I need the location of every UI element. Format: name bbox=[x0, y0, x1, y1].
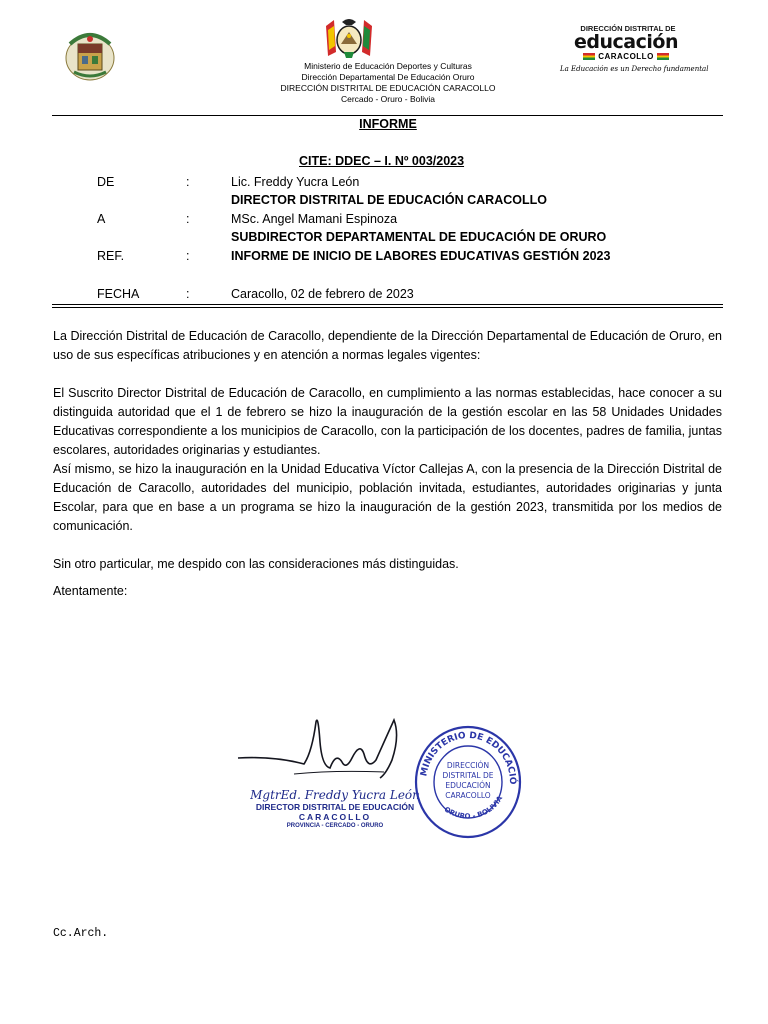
svg-text:MINISTERIO DE EDUCACIÓN: MINISTERIO DE EDUCACIÓ bbox=[419, 730, 518, 785]
field-label: REF. bbox=[97, 249, 125, 263]
field-value: Caracollo, 02 de febrero de 2023 bbox=[231, 287, 414, 301]
stamp-title: DIRECTOR DISTRITAL DE EDUCACIÓN bbox=[255, 802, 415, 812]
fields-divider bbox=[52, 304, 723, 305]
logo-sub-row bbox=[560, 52, 692, 61]
body-paragraph: Así mismo, se hizo la inauguración en la Unidad Educativa Víctor Callejas A, con la presencia de la Dirección Distrital de Educación de Caracollo, autoridades del municipio, población invitada, estudiantes, autoridades originarias y junta Escolar, para que en base a un programa se hizo la inauguración de la gestión 2023, transmitida por los medios de comunicación. bbox=[53, 462, 722, 533]
header-divider bbox=[52, 115, 723, 116]
signature bbox=[234, 712, 414, 792]
document-title: INFORME bbox=[359, 117, 417, 131]
field-value: INFORME DE INICIO DE LABORES EDUCATIVAS GESTIÓN 2023 bbox=[231, 249, 611, 263]
field-colon: : bbox=[186, 212, 190, 226]
svg-text:DISTRITAL DE: DISTRITAL DE bbox=[442, 771, 494, 780]
municipal-crest-logo bbox=[64, 28, 116, 82]
ministry-line: Cercado - Oruro - Bolivia bbox=[340, 94, 435, 104]
official-seal bbox=[412, 722, 524, 840]
district-education-logo bbox=[560, 24, 709, 84]
body-paragraph: Sin otro particular, me despido con las consideraciones más distinguidas. bbox=[53, 557, 459, 571]
ministry-line: Ministerio de Educación Deportes y Culturas bbox=[304, 61, 472, 71]
field-colon: : bbox=[186, 249, 190, 263]
field-value: DIRECTOR DISTRITAL DE EDUCACIÓN CARACOLLO bbox=[231, 193, 547, 207]
stamp-place: CARACOLLO bbox=[298, 812, 372, 822]
field-colon: : bbox=[186, 175, 190, 189]
body-paragraph: El Suscrito Director Distrital de Educación de Caracollo, en cumplimiento a las normas establecidas, hace conocer a su distinguida autoridad que el 1 de febrero se hizo la inauguración de la gestión escolar en las 58 Unidades Unidades Educativas correspondiente a los municipios de Caracollo, con la participación de los docentes, padres de familia, juntas escolares, autoridades originarias y estudiantes. bbox=[53, 386, 722, 457]
field-value: MSc. Angel Mamani Espinoza bbox=[231, 212, 398, 226]
field-value: Lic. Freddy Yucra León bbox=[231, 175, 360, 189]
flag-icon bbox=[657, 53, 669, 60]
field-value: SUBDIRECTOR DEPARTAMENTAL DE EDUCACIÓN DE ORURO bbox=[231, 230, 607, 244]
field-label: DE bbox=[97, 175, 115, 189]
signature-stamp bbox=[250, 788, 420, 831]
cc-archive: Cc.Arch. bbox=[53, 927, 109, 940]
body-paragraph: La Dirección Distrital de Educación de Caracollo, dependiente de la Dirección Departamental de Educación de Oruro, en uso de sus específicas atribuciones y en atención a normas legales vigentes: bbox=[53, 329, 722, 362]
svg-text:EDUCACIÓN: EDUCACIÓN bbox=[445, 781, 491, 790]
stamp-name: MgtrEd. Freddy Yucra León bbox=[250, 788, 420, 802]
logo-sub-text: CARACOLLO bbox=[598, 52, 654, 61]
svg-text:DIRECCIÓN: DIRECCIÓN bbox=[446, 761, 490, 770]
svg-text:ORURO - BOLIVIA: ORURO - BOLIVIA bbox=[442, 794, 505, 821]
ministry-header bbox=[238, 61, 538, 105]
closing-text: Atentamente: bbox=[53, 584, 128, 598]
logo-slogan: La Educación es un Derecho fundamental bbox=[560, 65, 709, 73]
bolivia-coat-of-arms bbox=[322, 16, 376, 60]
field-label: FECHA bbox=[97, 287, 140, 301]
ministry-line: Dirección Departamental De Educación Oruro bbox=[301, 72, 475, 82]
flag-icon bbox=[583, 53, 595, 60]
fields-divider bbox=[52, 307, 723, 308]
field-label: A bbox=[97, 212, 106, 226]
logo-top-text: DIRECCIÓN DISTRITAL DE bbox=[580, 24, 676, 33]
field-colon: : bbox=[186, 287, 190, 301]
logo-main-text: educación bbox=[574, 31, 678, 53]
ministry-line: DIRECCIÓN DISTRITAL DE EDUCACIÓN CARACOLLO bbox=[280, 83, 496, 93]
svg-text:CARACOLLO: CARACOLLO bbox=[445, 791, 491, 800]
stamp-location: PROVINCIA - CERCADO - ORURO bbox=[286, 823, 384, 829]
cite-number: CITE: DDEC – I. Nº 003/2023 bbox=[299, 154, 465, 168]
